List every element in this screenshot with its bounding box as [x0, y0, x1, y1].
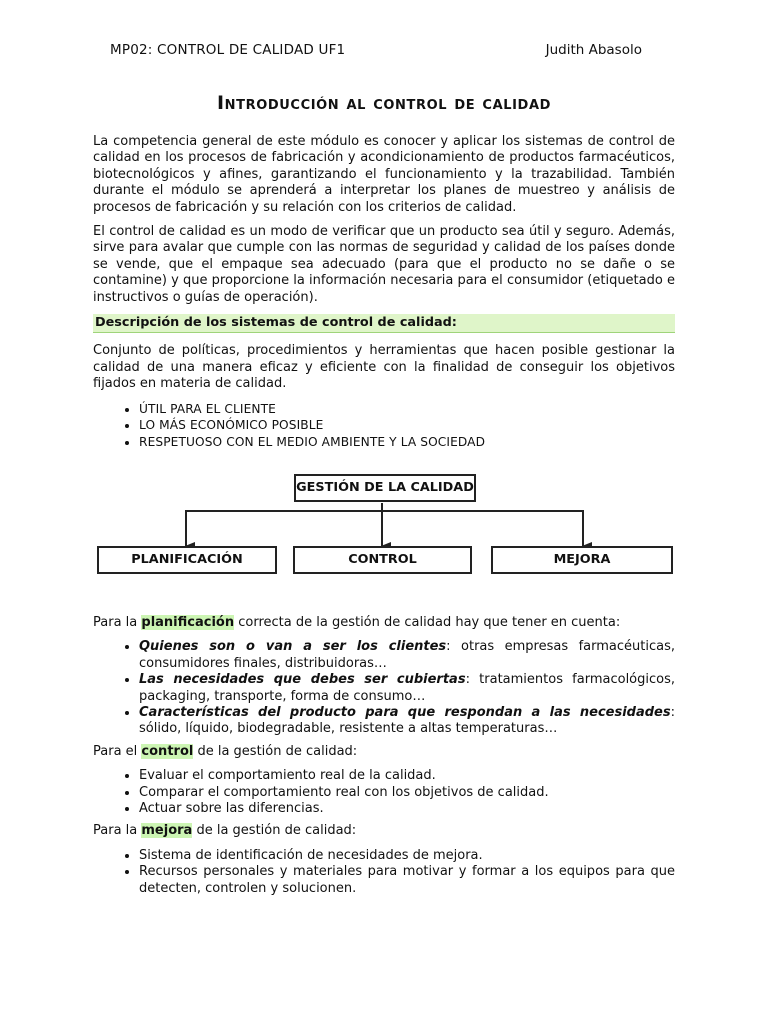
text: de la gestión de calidad: [193, 743, 358, 759]
intro-paragraph-2: El control de calidad es un modo de verificar que un producto sea útil y seguro. Además, sirve para avalar que cumple con las normas de seguridad y calidad de los países donde se vende, que el empaque sea adecuado (para que el producto no se dañe o se contamine) y que proporcione la información necesaria para el consumidor (etiquetado e instructivos o guías de operación). [93, 224, 675, 305]
list-item: • Evaluar el comportamiento real de la calidad. [139, 768, 675, 784]
box-label: MEJORA [553, 551, 611, 567]
section-heading: Descripción de los sistemas de control de calidad: [93, 314, 675, 333]
list-item: • Comparar el comportamiento real con los objetivos de calidad. [139, 785, 675, 801]
box-gestion-calidad [294, 474, 476, 502]
text: correcta de la gestión de calidad hay que tener en cuenta: [234, 614, 621, 630]
quality-management-diagram [91, 474, 673, 589]
list-item: • Recursos personales y materiales para motivar y formar a los equipos para que detecten, controlen y solucionen. [139, 864, 675, 897]
item-term: Características del producto para que respondan a las necesidades [139, 704, 671, 720]
text: Para la [93, 614, 142, 630]
item-text: : sólido, líquido, biodegradable, resistente a altas temperaturas… [139, 704, 675, 737]
text: Para la [93, 823, 142, 839]
planificacion-list [93, 639, 675, 737]
highlight-mejora: mejora [141, 823, 193, 839]
criteria-list [93, 401, 675, 450]
list-item: • LO MÁS ECONÓMICO POSIBLE [139, 417, 675, 433]
list-item: • RESPETUOSO CON EL MEDIO AMBIENTE Y LA SOCIEDAD [139, 434, 675, 450]
mejora-list [93, 848, 675, 897]
item-text: : tratamientos farmacológicos, packaging, transporte, forma de consumo… [139, 672, 676, 704]
planificacion-intro [93, 615, 675, 631]
box-control [293, 546, 472, 574]
list-item: • Sistema de identificación de necesidades de mejora. [139, 848, 675, 864]
item-text: : otras empresas farmacéuticas, consumidores finales, distribuidoras… [139, 639, 676, 671]
header-course: MP02: CONTROL DE CALIDAD UF1 [110, 42, 346, 58]
page-title: Introducción al control de calidad [217, 92, 551, 114]
intro-paragraph-1: La competencia general de este módulo es conocer y aplicar los sistemas de control de calidad en los procesos de fabricación y acondicionamiento de productos farmacéuticos, biotecnológicos y afines, garantizando el funcionamiento y la trazabilidad. También durante el módulo se aprenderá a interpretar los planes de muestreo y análisis de procesos de fabricación y su relación con los criterios de calidad. [93, 134, 675, 215]
mejora-intro [93, 823, 675, 839]
list-item [139, 672, 675, 705]
control-list [93, 768, 675, 817]
box-label: PLANIFICACIÓN [131, 551, 243, 567]
list-item: • Actuar sobre las diferencias. [139, 801, 675, 817]
section-paragraph: Conjunto de políticas, procedimientos y herramientas que hacen posible gestionar la calidad de una manera eficaz y eficiente con la finalidad de conseguir los objetivos fijados en materia de calidad. [93, 343, 675, 392]
text: Para el [93, 743, 142, 759]
item-term: Las necesidades que debes ser cubiertas [139, 672, 466, 688]
highlight-control: control [141, 743, 194, 759]
header-author: Judith Abasolo [545, 42, 642, 58]
box-label: GESTIÓN DE LA CALIDAD [296, 479, 474, 495]
box-planificacion [97, 546, 277, 574]
item-term: Quienes son o van a ser los clientes [139, 639, 447, 655]
box-label: CONTROL [348, 551, 417, 567]
highlight-planificacion: planificación [141, 614, 235, 630]
control-intro [93, 744, 675, 760]
list-item: • ÚTIL PARA EL CLIENTE [139, 401, 675, 417]
main-content [93, 134, 675, 903]
box-mejora [491, 546, 673, 574]
list-item [139, 705, 675, 738]
list-item [139, 639, 675, 672]
text: de la gestión de calidad: [192, 823, 357, 839]
